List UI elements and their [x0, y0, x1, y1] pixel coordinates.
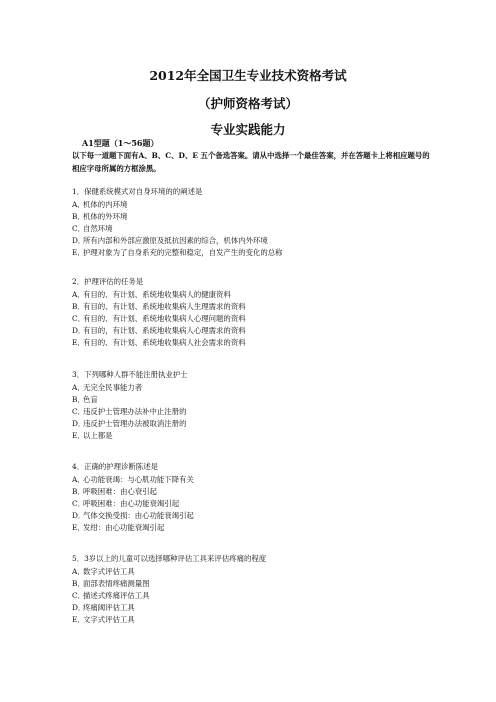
question-stem: 3．下列哪种人群不能注册执业护士	[72, 370, 188, 379]
option-a: A．心功能衰竭：与心肌功能下降有关	[72, 475, 194, 484]
option-b: B．呼吸困难：由心衰引起	[72, 487, 157, 496]
option-b: B．机体的外环境	[72, 212, 128, 221]
option-b: B．有目的、有计划、系统地收集病人生理需求的资料	[72, 302, 246, 311]
option-c: C．自然环境	[72, 224, 113, 233]
question-stem: 1．保健系统模式对自身环境的的阐述是	[72, 187, 203, 196]
option-c: C．描述式疼痛评估工具	[72, 591, 150, 600]
option-d: D．疼痛阈评估工具	[72, 603, 135, 612]
question-5	[72, 553, 432, 626]
question-stem: 2．护理评估的任务是	[72, 277, 144, 286]
option-c: C．有目的、有计划、系统地收集病人心理问题的资料	[72, 314, 246, 323]
exam-subtitle: （护师资格考试）	[197, 96, 298, 111]
option-c: C．违反护士管理办法补中止注册的	[72, 407, 187, 416]
question-2	[72, 276, 432, 349]
section-label: A1型题（1～56题）	[82, 138, 159, 148]
section-instruction: 以下每一道题下面有A、B、C、D、E 五个备选答案。请从中选择一个最佳答案，并在答题卡上将相应题号的相应字母所属的方框涂黑。	[72, 151, 430, 173]
option-e: E．文字式评估工具	[72, 615, 135, 624]
option-c: C．呼吸困难：由心功能衰竭引起	[72, 499, 180, 508]
option-a: A．无完全民事能力者	[72, 383, 143, 392]
option-e: E．有目的、有计划、系统地收集病人社会需求的资料	[72, 338, 246, 347]
option-d: D．气体交换受损：由心功能衰竭引起	[72, 511, 194, 520]
option-d: D．所有内部和外部应激原及抵抗因素的综合，机体内外环境	[72, 236, 268, 245]
option-b: B．色盲	[72, 395, 98, 404]
question-stem: 4．正确的护理诊断陈述是	[72, 462, 159, 471]
subject-title: 专业实践能力	[210, 122, 286, 137]
question-3	[72, 369, 432, 442]
exam-title: 2012年全国卫生专业技术资格考试	[149, 68, 347, 83]
question-4	[72, 461, 432, 534]
option-d: D．违反护士管理办法被取消注册的	[72, 419, 187, 428]
option-a: A．机体的内环境	[72, 200, 128, 209]
option-e: E．以上都是	[72, 431, 113, 440]
option-e: E．护理对象为了自身系充的完整和稳定，自发产生的变化的总称	[72, 248, 283, 257]
question-stem: 5．3岁以上的儿童可以选择哪种评估工具来评估疼痛的程度	[72, 554, 267, 563]
option-b: B．面部表情疼痛测量图	[72, 579, 150, 588]
option-d: D．有目的，有计划、系统地收集病人心理需求的资料	[72, 326, 246, 335]
option-a: A．有目的、有计划、系统地收集病人的健康资料	[72, 290, 231, 299]
option-a: A．数字式评估工具	[72, 567, 135, 576]
option-e: E．发绀：由心功能衰竭引起	[72, 523, 165, 532]
question-1	[72, 186, 432, 259]
